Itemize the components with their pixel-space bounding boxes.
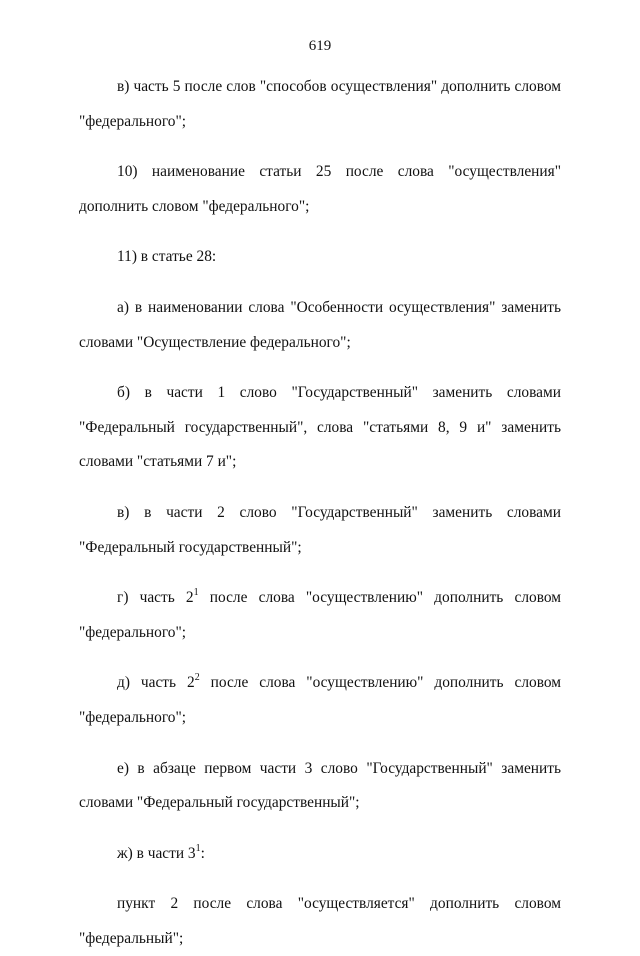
document-body: [79, 70, 561, 956]
paragraph-text-after: после слова "осуществлению" дополнить словом "федерального";: [79, 674, 562, 726]
paragraph-text-before: г) часть 2: [117, 589, 194, 607]
paragraph: б) в части 1 слово "Государственный" заменить словами "Федеральный государственный", слова "статьями 8, 9 и" заменить словами "статьями 7 и";: [79, 384, 561, 471]
paragraph: [79, 837, 561, 872]
paragraph: а) в наименовании слова "Особенности осуществления" заменить словами "Осуществление федерального";: [79, 298, 561, 351]
paragraph: [79, 666, 561, 735]
paragraph: 10) наименование статьи 25 после слова "осуществления" дополнить словом "федерального";: [79, 163, 561, 215]
paragraph-text-before: ж) в части 3: [117, 844, 196, 862]
paragraph: 11) в статье 28:: [117, 248, 217, 266]
paragraph-text-after: после слова "осуществлению" дополнить словом "федерального";: [79, 589, 562, 641]
paragraph: е) в абзаце первом части 3 слово "Государственный" заменить словами "Федеральный государственный";: [79, 759, 561, 812]
paragraph: пункт 2 после слова "осуществляется" дополнить словом "федеральный";: [79, 895, 561, 947]
superscript: 1: [193, 587, 199, 598]
paragraph: [79, 581, 561, 650]
paragraph-text-after: :: [200, 844, 205, 862]
superscript: 1: [195, 842, 201, 854]
superscript: 2: [194, 672, 200, 684]
paragraph: в) часть 5 после слов "способов осуществления" дополнить словом "федерального";: [79, 78, 561, 130]
paragraph: в) в части 2 слово "Государственный" заменить словами "Федеральный государственный";: [79, 503, 561, 556]
paragraph-text-before: д) часть 2: [117, 674, 195, 692]
page-number: 619: [308, 38, 332, 54]
